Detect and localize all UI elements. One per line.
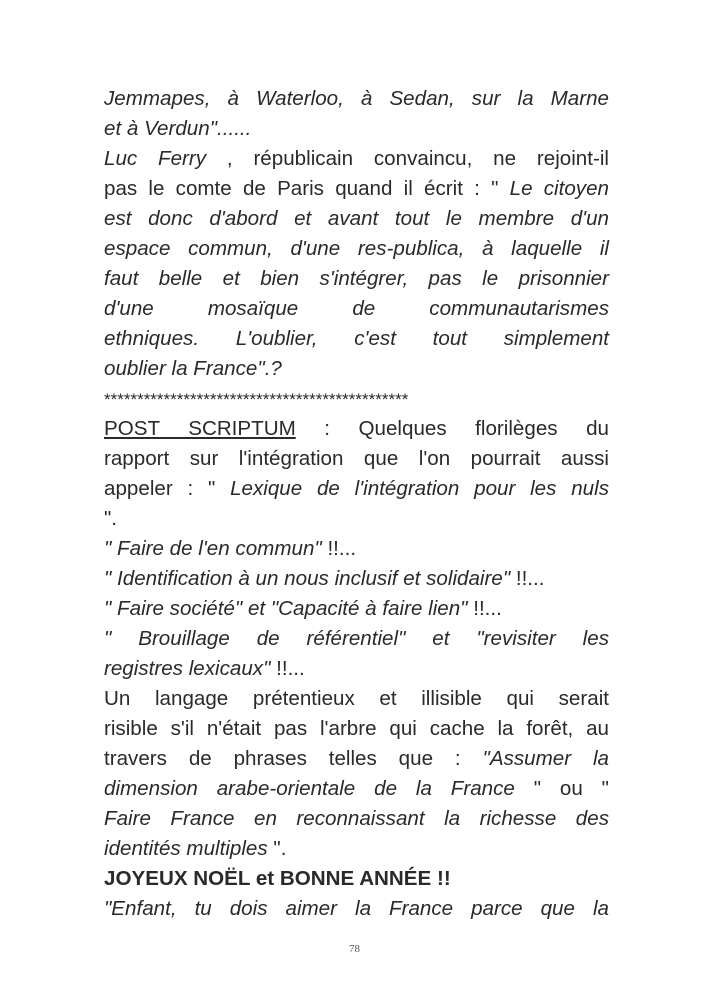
- text-line: [104, 504, 609, 534]
- quote-span: registres lexicaux": [104, 657, 271, 680]
- text-line: [104, 894, 609, 924]
- text-line: [104, 564, 609, 594]
- quote-span: faut belle et bien s'intégrer, pas le prisonnier: [104, 267, 609, 290]
- text-line: [104, 114, 609, 144]
- quote-span: est donc d'abord et avant tout le membre d'un: [104, 207, 609, 230]
- text-span: ".: [267, 837, 287, 860]
- quote-span: dimension arabe-orientale de la France: [104, 777, 515, 800]
- quote-span: ethniques. L'oublier, c'est tout simplement: [104, 327, 609, 350]
- text-span: rapport sur l'intégration que l'on pourrait aussi: [104, 447, 609, 470]
- text-line: [104, 534, 609, 564]
- text-line: [104, 354, 609, 384]
- text-span: travers de phrases telles que :: [104, 747, 483, 770]
- text-line: [104, 444, 609, 474]
- text-line: [104, 264, 609, 294]
- text-line: [104, 864, 609, 894]
- quote-span: "Enfant, tu dois aimer la France parce que la: [104, 897, 609, 920]
- text-line: [104, 624, 609, 654]
- text-line: [104, 294, 609, 324]
- text-line: [104, 714, 609, 744]
- text-span: " ou ": [514, 777, 609, 800]
- text-line: [104, 834, 609, 864]
- text-line: [104, 654, 609, 684]
- text-span: Un langage prétentieux et illisible qui serait: [104, 687, 609, 710]
- author-name: Luc Ferry: [104, 147, 207, 170]
- quote-span: espace commun, d'une res-publica, à laquelle il: [104, 237, 609, 260]
- text-span: !!...: [510, 567, 545, 590]
- text-span: , républicain convaincu, ne rejoint-il: [206, 147, 609, 170]
- text-span: !!...: [467, 597, 502, 620]
- text-span: : Quelques florilèges du: [295, 417, 610, 440]
- text-line: [104, 414, 609, 444]
- text-span: appeler : ": [104, 477, 231, 500]
- quote-span: " Brouillage de référentiel" et "revisiter les: [104, 627, 609, 650]
- text-line: [104, 234, 609, 264]
- text-line: [104, 324, 609, 354]
- text-span: !!...: [270, 657, 305, 680]
- text-span: risible s'il n'était pas l'arbre qui cache la forêt, au: [104, 717, 609, 740]
- separator-line: [104, 384, 609, 414]
- asterisk-separator: **********************************************: [104, 390, 409, 409]
- text-line: [104, 84, 609, 114]
- quote-span: Faire France en reconnaissant la richesse des: [104, 807, 609, 830]
- page-number: 78: [349, 943, 360, 955]
- quote-span: " Faire société" et "Capacité à faire lien": [104, 597, 468, 620]
- quote-span: "Assumer la: [482, 747, 609, 770]
- text-line: [104, 144, 609, 174]
- text-line: [104, 474, 609, 504]
- quote-span: " Identification à un nous inclusif et solidaire": [104, 567, 511, 590]
- text-line: [104, 684, 609, 714]
- quote-span: identités multiples: [104, 837, 268, 860]
- document-body: [104, 84, 609, 924]
- text-line: [104, 744, 609, 774]
- quote-span: Lexique de l'intégration pour les nuls: [230, 477, 609, 500]
- text-span: ".: [104, 507, 118, 530]
- text-line: [104, 804, 609, 834]
- quote-span: d'une mosaïque de communautarismes: [104, 297, 609, 320]
- quote-span: " Faire de l'en commun": [104, 537, 322, 560]
- text-span: et à Verdun"......: [104, 117, 252, 140]
- quote-span: Le citoyen: [509, 177, 609, 200]
- text-span: Jemmapes, à Waterloo, à Sedan, sur la Marne: [104, 87, 609, 110]
- text-line: [104, 594, 609, 624]
- quote-span: oublier la France".?: [104, 357, 282, 380]
- text-line: [104, 774, 609, 804]
- section-heading: POST SCRIPTUM: [104, 417, 296, 440]
- text-line: [104, 204, 609, 234]
- text-span: pas le comte de Paris quand il écrit : ": [104, 177, 510, 200]
- text-span: !!...: [321, 537, 357, 560]
- greeting-heading: JOYEUX NOËL et BONNE ANNÉE !!: [104, 867, 451, 890]
- text-line: [104, 174, 609, 204]
